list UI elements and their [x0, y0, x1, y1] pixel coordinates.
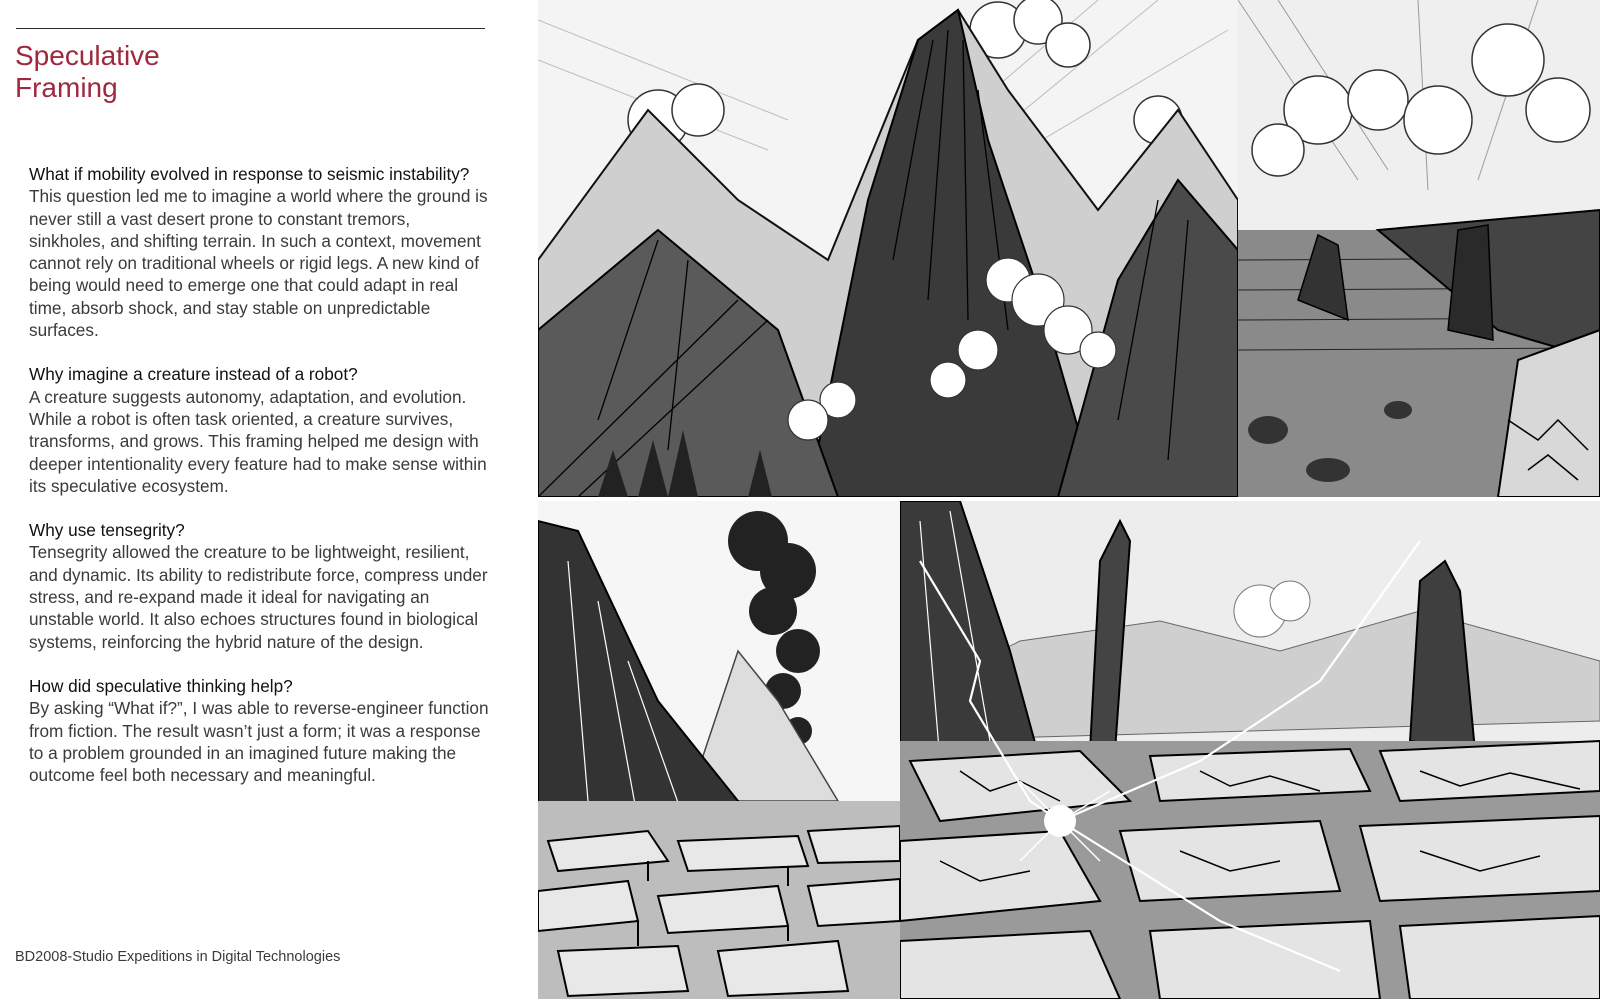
mountain-landslide-sketch — [538, 0, 1238, 497]
question-text: Why imagine a creature instead of a robot? — [29, 364, 358, 385]
sketch-collage — [538, 0, 1600, 999]
question-text: How did speculative thinking help? — [29, 675, 293, 696]
fractured-plateau-sketch — [900, 501, 1600, 999]
volcano-smoke-sketch — [538, 501, 900, 999]
question-text: Why use tensegrity? — [29, 520, 185, 541]
answer-text: By asking “What if?”, I was able to reverse-engineer function from fiction. The result wasn’t just a form; it was a response to a problem grounded in an imagined future making the outcome feel both necessary and meaningful. — [29, 698, 489, 786]
top-divider — [16, 28, 485, 29]
coastal-cliffs-sketch — [1238, 0, 1600, 497]
title-line-2: Framing — [15, 72, 118, 103]
question-text: What if mobility evolved in response to seismic instability? — [29, 164, 470, 184]
qa-item — [29, 675, 491, 786]
qa-item — [29, 163, 491, 341]
title-line-1: Speculative — [15, 40, 160, 71]
qa-item — [29, 519, 491, 653]
answer-text: Tensegrity allowed the creature to be lightweight, resilient, and dynamic. Its ability to redistribute force, compress under stress, and re-expand made it ideal for navigating an unstable world. It also echoes structures found in biological systems, reinforcing the hybrid nature of the design. — [29, 542, 488, 652]
answer-text: A creature suggests autonomy, adaptation, and evolution. While a robot is often task oriented, a creature survives, transforms, and grows. This framing helped me design with deeper intentionality every feature had to make sense within its speculative ecosystem. — [29, 386, 487, 496]
text-column — [0, 0, 520, 999]
answer-text: This question led me to imagine a world where the ground is never still a vast desert prone to constant tremors, sinkholes, and shifting terrain. In such a context, movement cannot rely on traditional wheels or rigid legs. A new kind of being would need to emerge one that could adapt in real time, absorb shock, and stay stable on unpredictable surfaces. — [29, 186, 488, 341]
qa-list — [29, 163, 491, 808]
footer-course-label: BD2008-Studio Expeditions in Digital Technologies — [15, 949, 341, 965]
page-title — [15, 40, 315, 104]
qa-item — [29, 363, 491, 497]
